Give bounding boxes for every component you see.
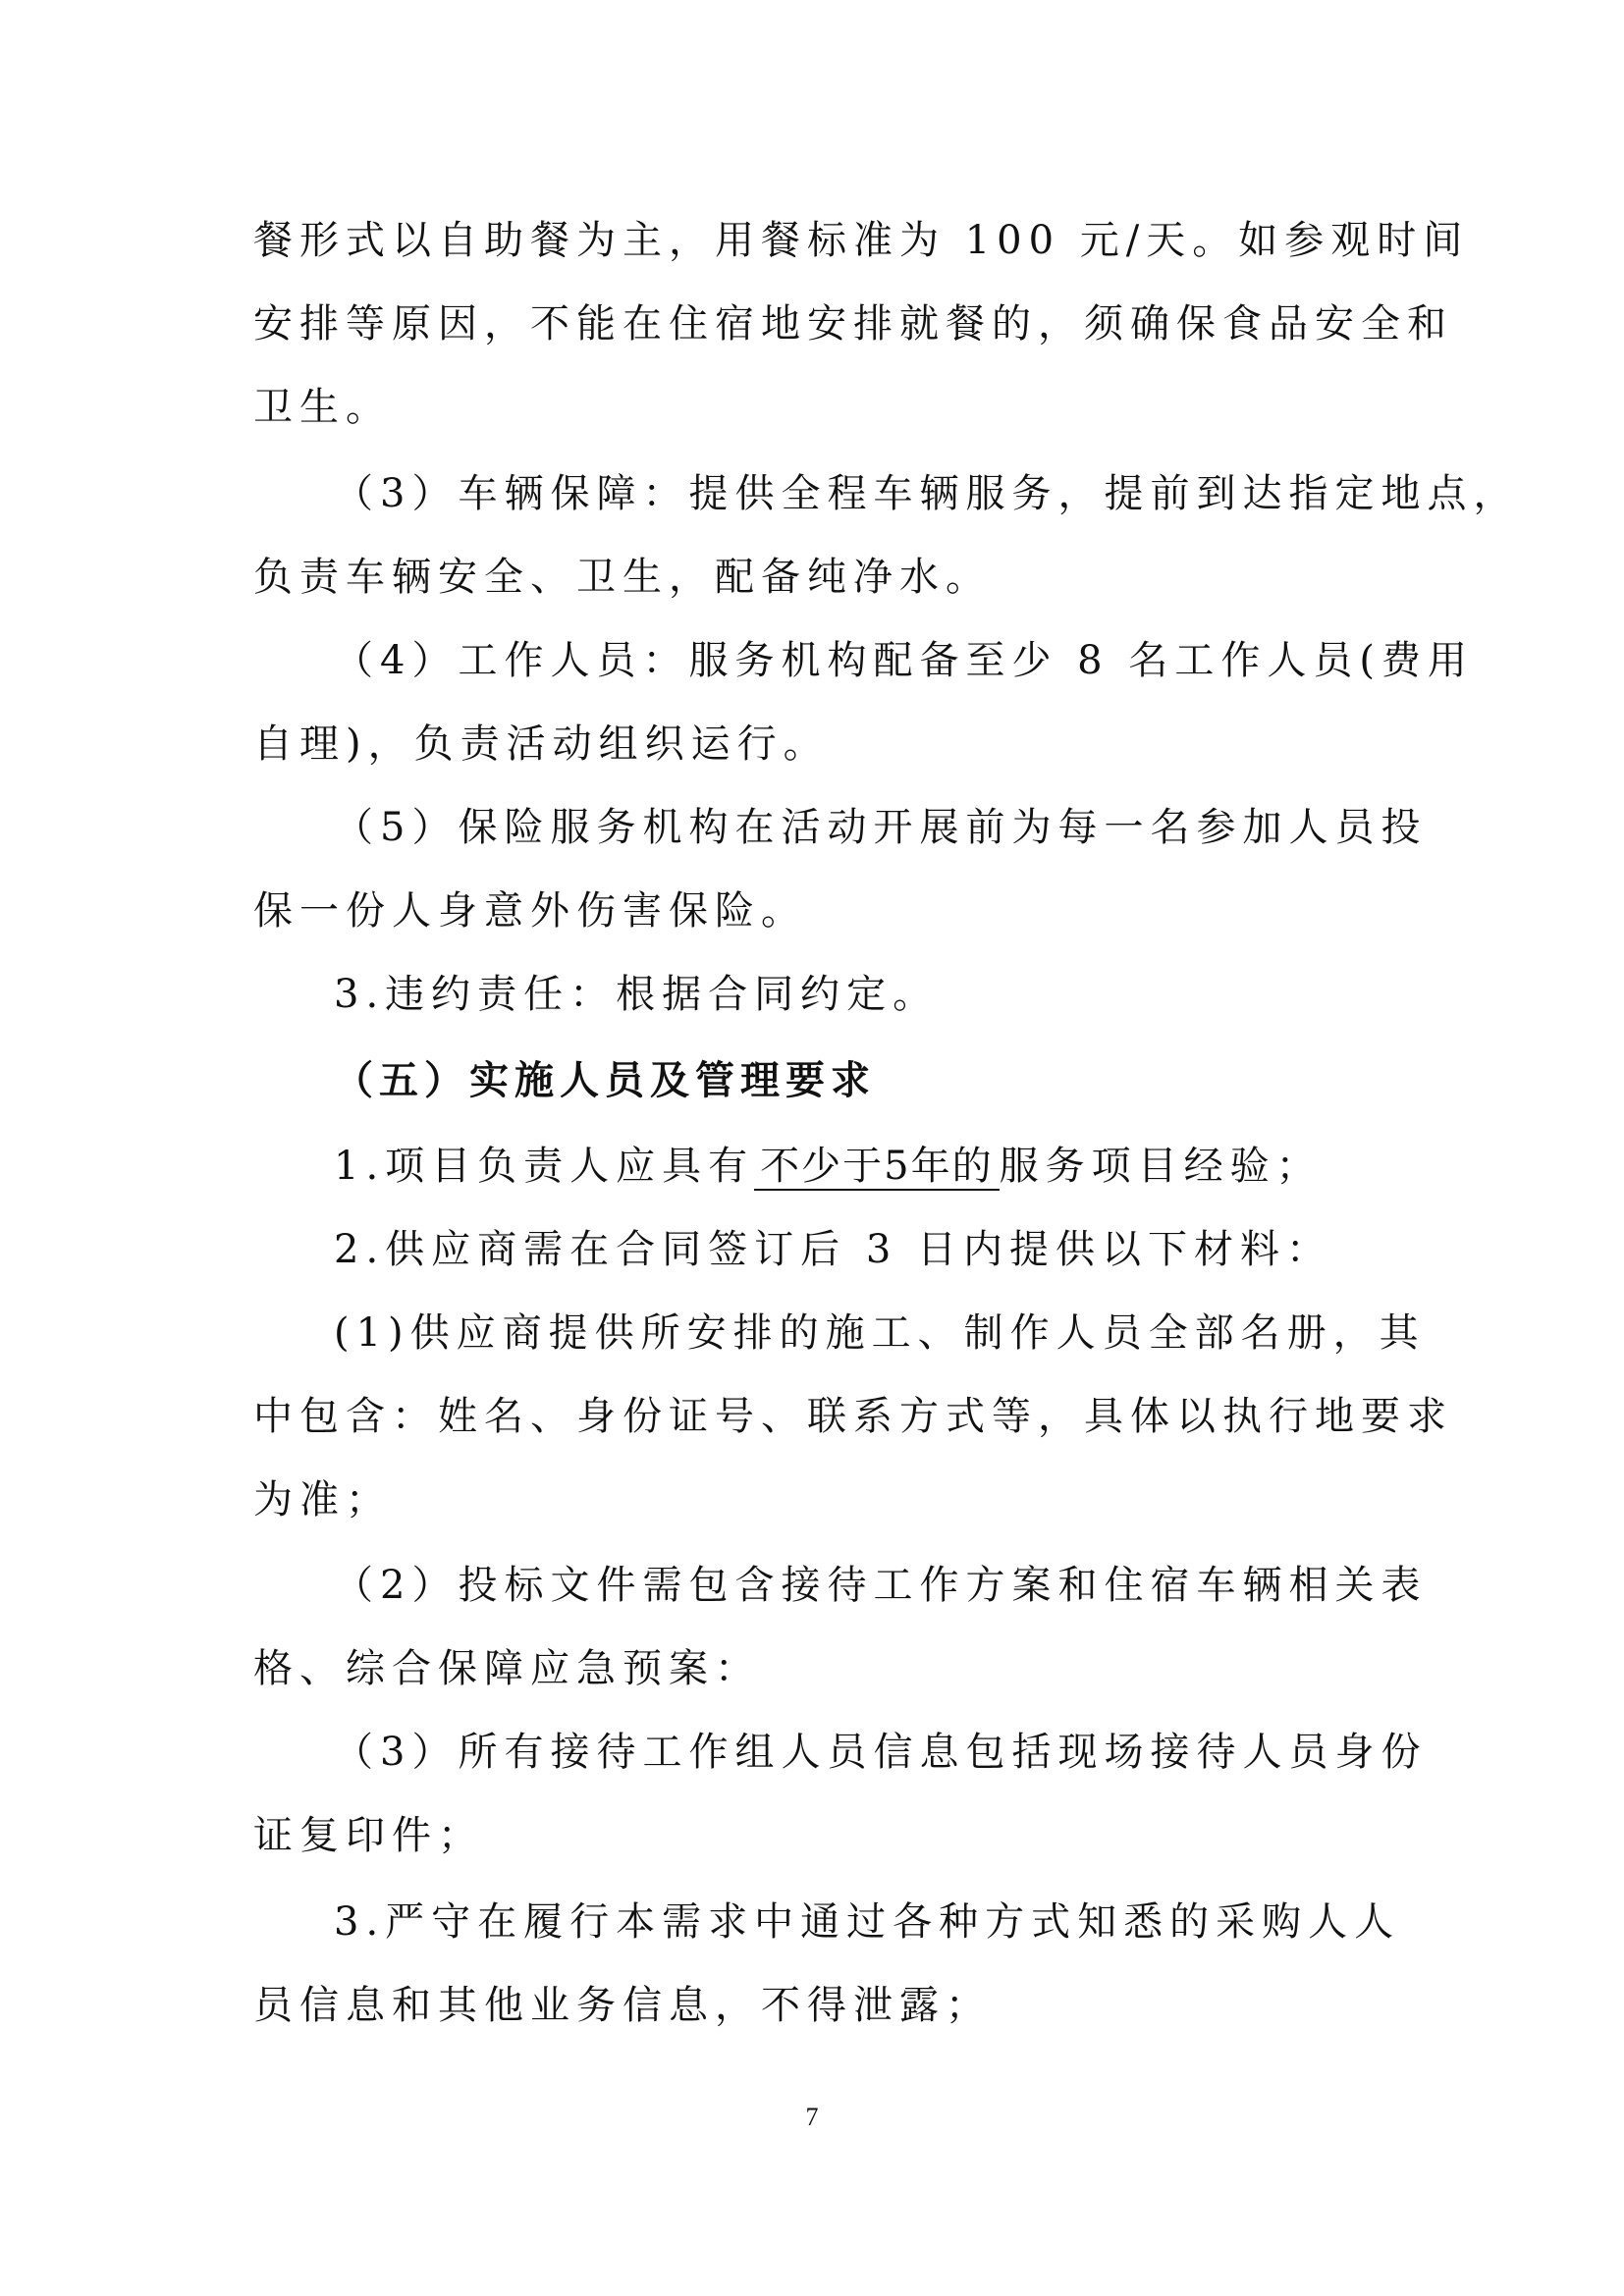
paragraph-line: 卫生。: [253, 385, 392, 430]
paragraph-line: （4）工作人员：服务机构配备至少 8 名工作人员(费用: [334, 638, 1474, 683]
fill-prefix: 1.项目负责人应具有: [334, 1144, 755, 1189]
paragraph-line: 员信息和其他业务信息，不得泄露；: [253, 1983, 992, 2028]
paragraph-line: 格、综合保障应急预案：: [253, 1646, 761, 1691]
paragraph-line: 自理)，负责活动组织运行。: [253, 721, 830, 767]
paragraph-line: 安排等原因，不能在住宿地安排就餐的，须确保食品安全和: [253, 301, 1453, 347]
paragraph-line: (1)供应商提供所安排的施工、制作人员全部名册，其: [334, 1310, 1426, 1356]
paragraph-line: （3）所有接待工作组人员信息包括现场接待人员身份: [334, 1730, 1428, 1775]
paragraph-line: （2）投标文件需包含接待工作方案和住宿车辆相关表: [334, 1563, 1428, 1608]
paragraph-line: 证复印件；: [253, 1813, 484, 1858]
underlined-blank: 不少于5年的: [754, 1144, 999, 1191]
paragraph-line: 保一份人身意外伤害保险。: [253, 888, 807, 934]
paragraph-line: 负责车辆安全、卫生，配备纯净水。: [253, 555, 992, 600]
paragraph-line-with-blank: [334, 1139, 1323, 1194]
page-number: 7: [805, 2103, 819, 2131]
paragraph-line: 3.违约责任：根据合同约定。: [334, 972, 940, 1017]
paragraph-line: （5）保险服务机构在活动开展前为每一名参加人员投: [334, 805, 1428, 850]
paragraph-line: 餐形式以自助餐为主，用餐标准为 100 元/天。如参观时间: [253, 218, 1470, 263]
fill-suffix: 服务项目经验；: [999, 1144, 1323, 1189]
section-heading: （五）实施人员及管理要求: [334, 1058, 876, 1103]
paragraph-line: （3）车辆保障：提供全程车辆服务，提前到达指定地点，: [334, 471, 1520, 516]
paragraph-line: 3.严守在履行本需求中通过各种方式知悉的采购人人: [334, 1899, 1401, 1945]
paragraph-line: 为准；: [253, 1477, 392, 1522]
paragraph-line: 2.供应商需在合同签订后 3 日内提供以下材料：: [334, 1227, 1333, 1272]
paragraph-line: 中包含：姓名、身份证号、联系方式等，具体以执行地要求: [253, 1394, 1453, 1439]
